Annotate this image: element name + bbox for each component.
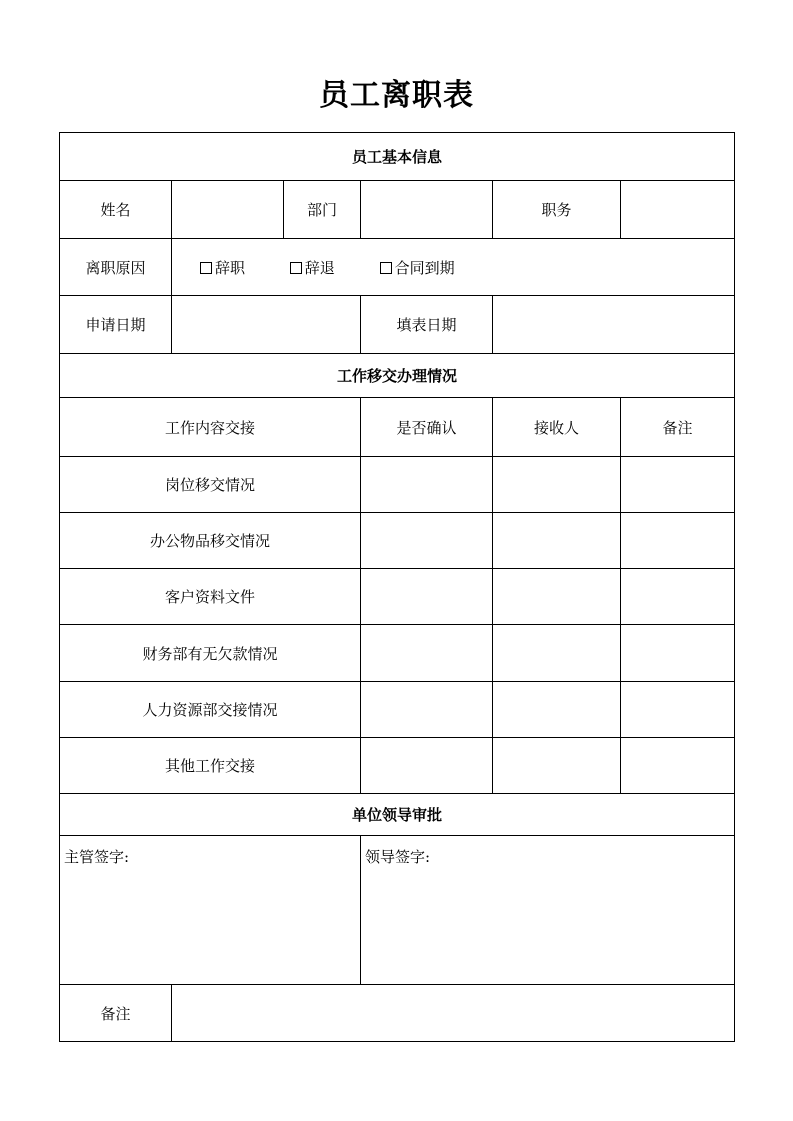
checkbox-icon[interactable] [290,262,302,274]
header-remarks: 备注 [621,398,735,457]
section-approval: 单位领导审批 [60,794,735,836]
checkbox-icon[interactable] [380,262,392,274]
confirmed-cell[interactable] [361,513,493,569]
position-field[interactable] [621,181,735,239]
signature-row [60,836,735,985]
department-field[interactable] [361,181,493,239]
apply-date-field[interactable] [172,296,361,354]
fill-date-label: 填表日期 [361,296,493,354]
remarks-row [60,985,735,1042]
position-label: 职务 [493,181,621,239]
confirmed-cell[interactable] [361,569,493,625]
fill-date-field[interactable] [493,296,735,354]
receiver-cell[interactable] [493,625,621,682]
header-receiver: 接收人 [493,398,621,457]
remarks-cell[interactable] [621,738,735,794]
supervisor-signature-field[interactable] [60,836,361,985]
reason-option-dismissed[interactable]: 辞退 [290,257,335,278]
receiver-cell[interactable] [493,457,621,513]
receiver-cell[interactable] [493,682,621,738]
remarks-cell[interactable] [621,513,735,569]
table-row [60,457,735,513]
reason-label: 离职原因 [60,239,172,296]
reason-option-contract-expired[interactable]: 合同到期 [380,257,455,278]
date-row [60,296,735,354]
page-title: 员工离职表 [319,78,474,113]
name-field[interactable] [172,181,284,239]
handover-item-label: 其他工作交接 [60,738,361,794]
header-work-content: 工作内容交接 [60,398,361,457]
department-label: 部门 [284,181,361,239]
remarks-cell[interactable] [621,569,735,625]
handover-item-label: 人力资源部交接情况 [60,682,361,738]
reason-option-resign[interactable]: 辞职 [200,257,245,278]
section-basic-row [60,133,735,181]
remarks-cell[interactable] [621,682,735,738]
confirmed-cell[interactable] [361,682,493,738]
handover-item-label: 办公物品移交情况 [60,513,361,569]
remarks-cell[interactable] [621,625,735,682]
section-approval-row [60,794,735,836]
reason-row [60,239,735,296]
handover-item-label: 财务部有无欠款情况 [60,625,361,682]
table-row [60,569,735,625]
table-row [60,682,735,738]
handover-item-label: 客户资料文件 [60,569,361,625]
leader-signature-label: 领导签字: [365,848,431,866]
receiver-cell[interactable] [493,513,621,569]
table-row [60,513,735,569]
basic-info-row [60,181,735,239]
handover-item-label: 岗位移交情况 [60,457,361,513]
name-label: 姓名 [60,181,172,239]
resignation-form [59,132,735,1042]
confirmed-cell[interactable] [361,457,493,513]
section-basic-info: 员工基本信息 [60,133,735,181]
header-confirmed: 是否确认 [361,398,493,457]
confirmed-cell[interactable] [361,738,493,794]
receiver-cell[interactable] [493,569,621,625]
section-handover: 工作移交办理情况 [60,354,735,398]
leader-signature-field[interactable] [361,836,735,985]
handover-header-row [60,398,735,457]
table-row [60,738,735,794]
receiver-cell[interactable] [493,738,621,794]
apply-date-label: 申请日期 [60,296,172,354]
section-handover-row [60,354,735,398]
checkbox-icon[interactable] [200,262,212,274]
confirmed-cell[interactable] [361,625,493,682]
reason-options [172,239,735,296]
remarks-label: 备注 [60,985,172,1042]
remarks-cell[interactable] [621,457,735,513]
remarks-field[interactable] [172,985,735,1042]
table-row [60,625,735,682]
supervisor-signature-label: 主管签字: [64,848,130,866]
